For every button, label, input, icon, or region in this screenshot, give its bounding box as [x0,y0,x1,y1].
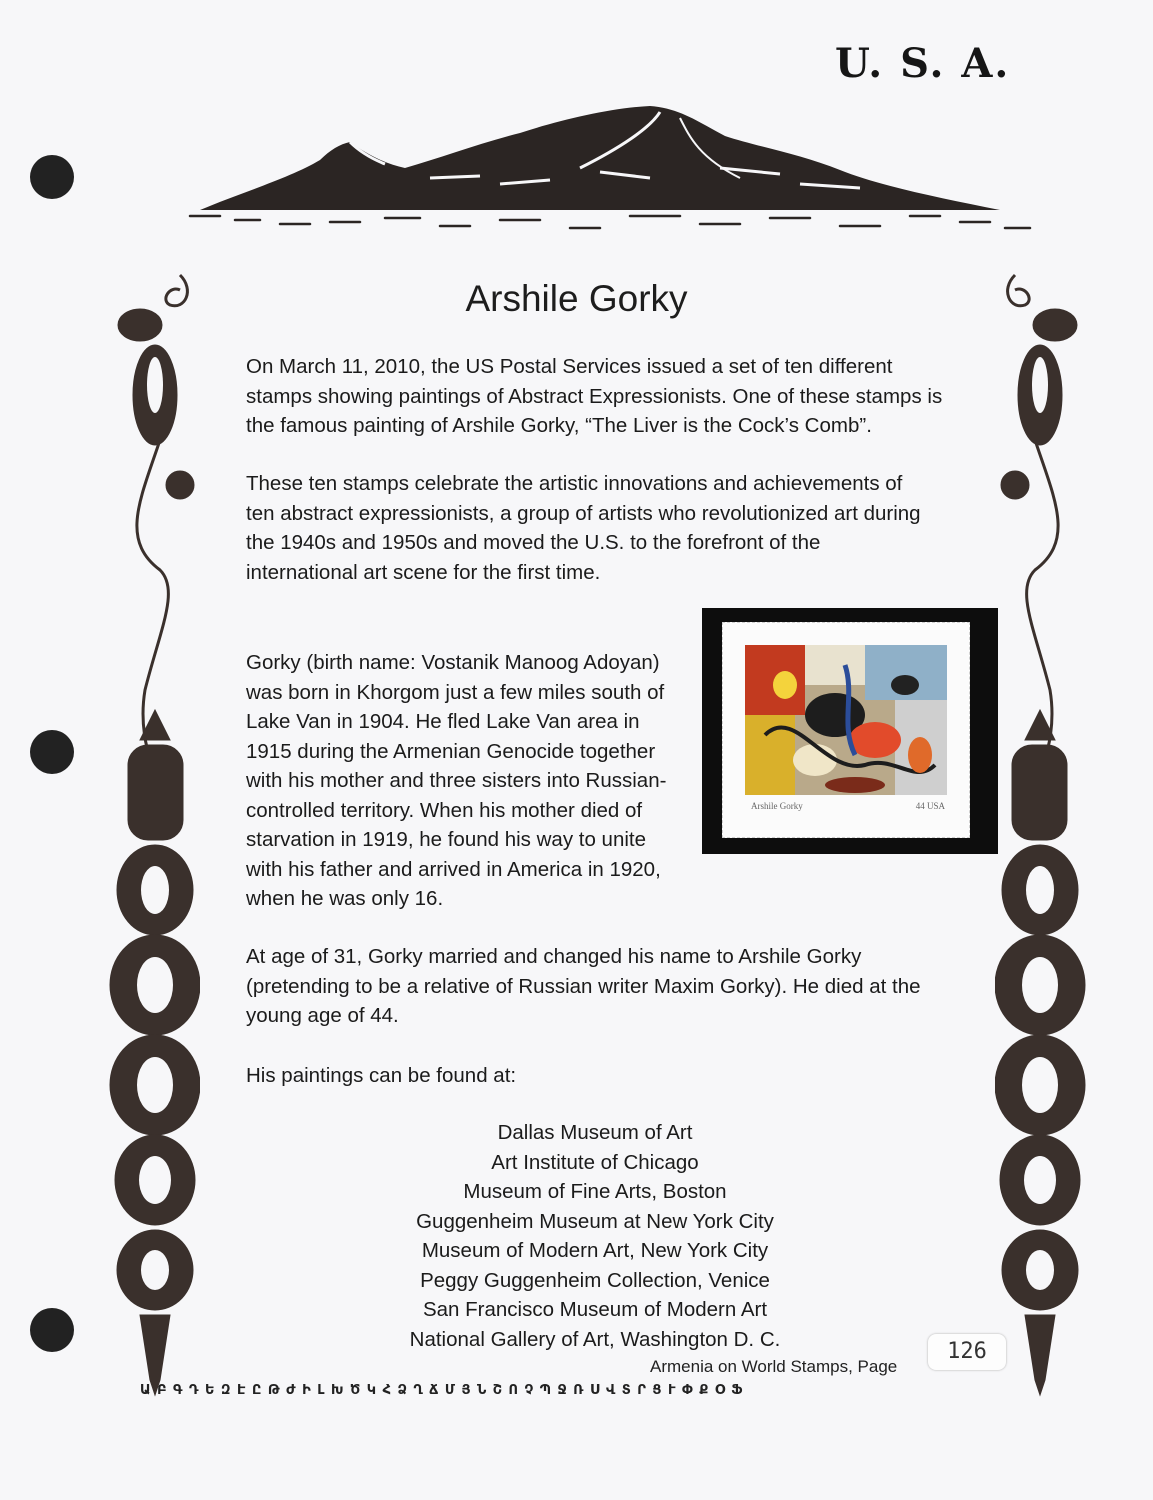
page-title: Arshile Gorky [465,278,688,319]
list-item: Museum of Modern Art, New York City [421,1239,769,1262]
museums-intro: His paintings can be found at: [246,1064,517,1087]
stamp-denomination: 44 USA [915,801,945,811]
binder-hole-top [30,155,74,199]
list-item: Art Institute of Chicago [491,1150,699,1174]
binder-hole-bottom [30,1308,74,1352]
later-life-paragraph: At age of 31, Gorky married and changed his name to Arshile Gorky (pretending to be a relative of Russian writer Maxim Gorky). He died at the young age of 44. [246,945,921,1027]
left-ornament-icon [100,270,200,1400]
biography-paragraph: Gorky (birth name: Vostanik Manoog Adoyan) was born in Khorgom just a few miles south of Lake Van in 1904. He fled Lake Van area in 1915 during the Armenian Genocide together with his mother and three sisters into Russian-controlled territory. When his mother died of starvation in 1919, he found his way to unite with his father and arrived in America in 1920, when he was only 16. [246,651,667,910]
page-number: 126 [928,1334,1006,1370]
mount-ararat-icon [180,98,1040,243]
stamp-painting-icon [745,645,947,795]
binder-hole-middle [30,730,74,774]
list-item: San Francisco Museum of Modern Art [422,1298,768,1321]
armenian-alphabet: ԱԲԳԴԵԶԷԸԹԺԻԼԽԾԿՀՁՂՃՄՅՆՇՈՉՊՋՌՍՎՏՐՑՒՓՔՕՖ [140,1383,749,1398]
footer-label: Armenia on World Stamps, Page [650,1357,898,1376]
list-item: Peggy Guggenheim Collection, Venice [420,1268,770,1292]
stamp-artist-label: Arshile Gorky [751,801,803,811]
right-ornament-icon [995,270,1095,1400]
country-heading: U. S. A. [835,40,1011,87]
celebration-paragraph: These ten stamps celebrate the artistic innovations and achievements of ten abstract expressionists, a group of artists who revolutionized art during the 1940s and 1950s and moved the U.S. to the forefront of the international art scene for the first time. [246,472,921,584]
museum-list [300,1118,890,1354]
stamp-mount [702,608,998,854]
list-item: Museum of Fine Arts, Boston [463,1180,727,1203]
intro-paragraph: On March 11, 2010, the US Postal Services issued a set of ten different stamps showing paintings of Abstract Expressionists. One of these stamps is the famous painting of Arshile Gorky, “The Liver is the Cock’s Comb”. [246,355,943,437]
list-item: National Gallery of Art, Washington D. C. [409,1327,781,1351]
list-item: Dallas Museum of Art [497,1121,693,1144]
gorky-stamp [722,622,970,838]
list-item: Guggenheim Museum at New York City [416,1209,774,1233]
